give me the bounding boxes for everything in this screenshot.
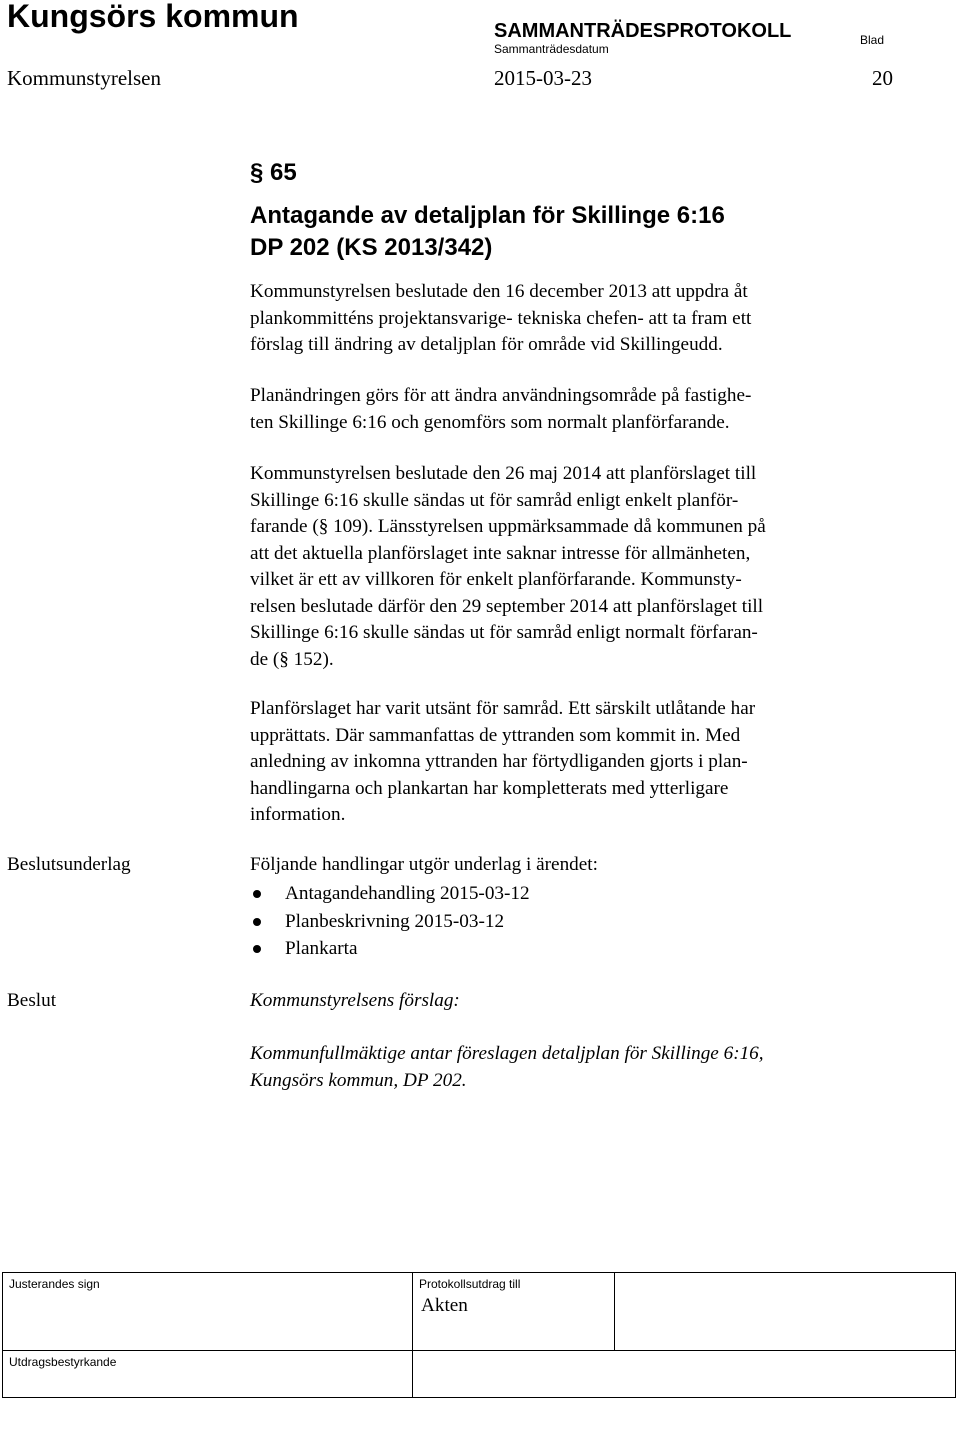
protokollsutdrag-label: Protokollsutdrag till <box>419 1277 521 1291</box>
body-paragraph-3 <box>250 461 890 673</box>
body-paragraph-4 <box>250 696 890 829</box>
text-line: plankommitténs projektansvarige- tekniska chefen- att ta fram ett <box>250 307 752 329</box>
attachment-list <box>250 880 530 963</box>
text-line: de (§ 152). <box>250 648 334 670</box>
text-line: anledning av inkomna yttranden har förtydliganden gjorts i plan- <box>250 751 748 772</box>
meeting-date-label: Sammanträdesdatum <box>494 42 609 56</box>
text-line: upprättats. Där sammanfattas de yttranden som kommit in. Med <box>250 724 741 746</box>
justerandes-sign-label: Justerandes sign <box>9 1277 100 1291</box>
text-line: relsen beslutade därför den 29 september 2014 att planförslaget till <box>250 595 764 617</box>
page-label: Blad <box>860 33 885 47</box>
text-line: Kommunfullmäktige antar föreslagen detaljplan för Skillinge 6:16, <box>250 1043 764 1064</box>
text-line: vilket är ett av villkoren för enkelt planförfarande. Kommunsty- <box>250 569 742 590</box>
text-line: information. <box>250 804 346 825</box>
text-line: Kungsörs kommun, DP 202. <box>250 1069 467 1091</box>
text-line: handlingarna och plankartan har kompletterats med ytterligare <box>250 777 729 799</box>
decision-text <box>250 1041 764 1094</box>
text-line: Planändringen görs för att ändra användningsområde på fastighe- <box>250 385 752 406</box>
list-item: Antagandehandling 2015-03-12 <box>250 880 530 908</box>
proposal-label: Kommunstyrelsens förslag: <box>250 990 460 1011</box>
text-line: Kommunstyrelsen beslutade den 26 maj 2014 att planförslaget till <box>250 463 757 484</box>
utdragsbestyrkande-cell <box>3 1351 413 1397</box>
text-line: Planförslaget har varit utsänt för samråd. Ett särskilt utlåtande har <box>250 698 756 719</box>
side-label-beslutsunderlag: Beslutsunderlag <box>7 854 131 875</box>
text-line: Skillinge 6:16 skulle sändas ut för samråd enligt normalt förfaran- <box>250 622 758 643</box>
text-line: att det aktuella planförslaget inte saknar intresse för allmänheten, <box>250 542 751 564</box>
text-line: Kommunstyrelsen beslutade den 16 december 2013 att uppdra åt <box>250 281 748 302</box>
paragraph-number: § 65 <box>250 159 297 186</box>
list-item: Plankarta <box>250 935 530 963</box>
list-item: Planbeskrivning 2015-03-12 <box>250 908 530 936</box>
body-paragraph-1 <box>250 279 890 359</box>
text-line: förslag till ändring av detaljplan för område vid Skillingeudd. <box>250 334 723 355</box>
justerandes-sign-cell <box>3 1273 413 1351</box>
protokollsutdrag-cell <box>413 1273 615 1351</box>
signature-table <box>2 1272 956 1398</box>
page-number: 20 <box>872 66 893 90</box>
section-title <box>250 200 725 264</box>
utdragsbestyrkande-label: Utdragsbestyrkande <box>9 1355 117 1369</box>
meeting-date: 2015-03-23 <box>494 66 592 90</box>
text-line: Skillinge 6:16 skulle sändas ut för samråd enligt enkelt planför- <box>250 489 739 511</box>
document-type: SAMMANTRÄDESPROTOKOLL <box>494 20 792 42</box>
section-title-line: Antagande av detaljplan för Skillinge 6:16 <box>250 202 725 229</box>
body-paragraph-2 <box>250 383 890 436</box>
municipality-name: Kungsörs kommun <box>7 0 299 34</box>
empty-cell <box>615 1273 955 1351</box>
section-title-line: DP 202 (KS 2013/342) <box>250 234 493 261</box>
side-label-beslut: Beslut <box>7 990 57 1011</box>
underlag-intro: Följande handlingar utgör underlag i ärendet: <box>250 854 598 875</box>
text-line: farande (§ 109). Länsstyrelsen uppmärksammade då kommunen på <box>250 516 766 537</box>
protokollsutdrag-value: Akten <box>421 1295 468 1316</box>
committee-name: Kommunstyrelsen <box>7 66 161 90</box>
text-line: ten Skillinge 6:16 och genomförs som normalt planförfarande. <box>250 411 730 433</box>
